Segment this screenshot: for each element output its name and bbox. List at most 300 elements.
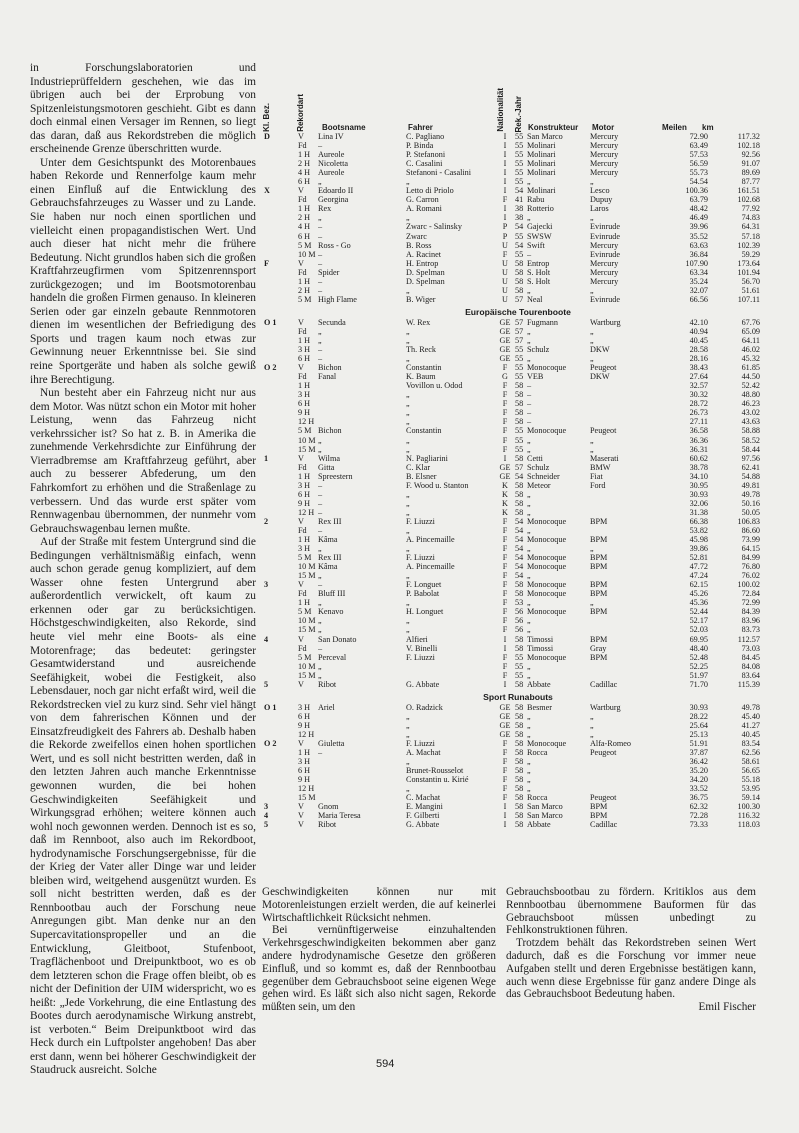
jahr-cell: 55	[515, 150, 524, 160]
konstrukteur-cell: San Marco	[527, 802, 563, 812]
table-row	[262, 250, 774, 259]
konstrukteur-cell: „	[527, 335, 531, 345]
motor-cell: Lesco	[590, 186, 610, 196]
fahrer-cell: A. Machat	[406, 748, 441, 758]
fahrer-cell: A. Romani	[406, 204, 442, 214]
motor-cell: „	[590, 720, 594, 730]
km-cell: 64.11	[741, 335, 760, 345]
konstrukteur-cell: „	[527, 507, 531, 517]
nationalitaet-cell: GE	[499, 720, 511, 730]
jahr-cell: 55	[515, 363, 524, 373]
konstrukteur-cell: Schulz	[527, 462, 550, 472]
table-row	[262, 472, 774, 481]
meilen-cell: 52.17	[689, 616, 708, 626]
meilen-cell: 37.87	[689, 748, 708, 758]
bootsname-cell: Edoardo II	[318, 186, 354, 196]
rekordart-cell: Fd	[298, 267, 307, 277]
rekordart-cell: 15 M	[298, 571, 316, 581]
bootsname-cell: „	[318, 213, 322, 223]
rekordart-cell: V	[298, 679, 304, 689]
meilen-cell: 25.13	[689, 729, 708, 739]
paragraph: Gebrauchsbootbau zu fördern. Kritiklos aus dem Rennbootbau übernommene Bauformen für das Gebrauchsboot müssen unbedingt zu Fehlkonstruktionen führen.	[506, 886, 756, 937]
table-row	[262, 295, 774, 304]
rekordart-cell: 5 M	[298, 240, 312, 250]
km-cell: 76.02	[741, 571, 760, 581]
klasse-cell: D	[264, 132, 270, 141]
konstrukteur-cell: –	[527, 417, 532, 427]
km-cell: 72.84	[741, 589, 760, 599]
konstrukteur-cell: –	[527, 408, 532, 418]
km-cell: 41.27	[741, 720, 760, 730]
nationalitaet-cell: GE	[499, 326, 511, 336]
konstrukteur-cell: Fugmann	[527, 317, 558, 327]
paragraph: in Forschungslaboratorien und Industrieprüffeldern geschehen, wie das im übrigen auch bei der Erprobung von Spitzenleistungsmotoren geschieht. Gibt es dann doch einmal einen Versager im Rennen, so liegt das daran, daß aus Rekordstreben die möglich erscheinende Grenze überschritten wurde.	[30, 62, 256, 156]
km-cell: 161.51	[737, 186, 760, 196]
motor-cell: Mercury	[590, 150, 619, 160]
jahr-cell: 58	[515, 285, 524, 295]
motor-cell: BMW	[590, 462, 611, 472]
nationalitaet-cell: F	[502, 195, 508, 205]
table-row	[262, 508, 774, 517]
section-heading: Europäische Tourenboote	[465, 306, 571, 317]
klasse-cell: 5	[264, 679, 269, 689]
jahr-cell: 58	[515, 702, 524, 712]
table-row	[262, 318, 774, 327]
bootsname-cell: Perceval	[318, 652, 347, 662]
table-row	[262, 598, 774, 607]
fahrer-cell: G. Abbate	[406, 679, 440, 689]
jahr-cell: 55	[515, 345, 524, 355]
meilen-cell: 36.31	[689, 444, 708, 454]
jahr-cell: 57	[515, 317, 524, 327]
konstrukteur-cell: „	[527, 729, 531, 739]
fahrer-cell: B. Elsner	[406, 471, 437, 481]
bootsname-cell: –	[318, 643, 323, 653]
rekordart-cell: 5 M	[298, 553, 312, 563]
meilen-cell: 26.73	[689, 408, 708, 418]
konstrukteur-cell: Cetti	[527, 453, 543, 463]
motor-cell: Laros	[590, 204, 609, 214]
km-cell: 56.65	[741, 766, 760, 776]
motor-cell: Mercury	[590, 276, 619, 286]
konstrukteur-cell: „	[527, 444, 531, 454]
header-km: km	[702, 122, 714, 132]
fahrer-cell: G. Carron	[406, 195, 439, 205]
motor-cell: „	[590, 544, 594, 554]
motor-cell: „	[590, 213, 594, 223]
jahr-cell: 54	[515, 553, 524, 563]
nationalitaet-cell: GE	[499, 345, 511, 355]
meilen-cell: 47.72	[689, 562, 708, 572]
motor-cell: DKW	[590, 345, 610, 355]
nationalitaet-cell: GE	[499, 471, 511, 481]
nationalitaet-cell: U	[502, 285, 508, 295]
km-cell: 91.07	[741, 159, 760, 169]
bootsname-cell: Rex	[318, 204, 332, 214]
motor-cell: Mercury	[590, 240, 619, 250]
rekordart-cell: 1 H	[298, 335, 311, 345]
fahrer-cell: „	[406, 417, 410, 427]
rekordart-cell: 6 H	[298, 489, 311, 499]
meilen-cell: 52.44	[689, 607, 708, 617]
table-row	[262, 286, 774, 295]
meilen-cell: 72.90	[689, 132, 708, 141]
bootsname-cell: „	[318, 661, 322, 671]
km-cell: 106.83	[737, 516, 760, 526]
km-cell: 107.11	[737, 294, 760, 304]
motor-cell: Mercury	[590, 132, 619, 141]
nationalitaet-cell: I	[503, 150, 507, 160]
bootsname-cell: Nicoletta	[318, 159, 349, 169]
motor-cell: „	[590, 326, 594, 336]
motor-cell: Evinrude	[590, 222, 621, 232]
header-fahrer: Fahrer	[408, 122, 433, 132]
nationalitaet-cell: F	[502, 739, 508, 748]
bootsname-cell: –	[318, 258, 323, 268]
bootsname-cell: Aureole	[318, 150, 345, 160]
jahr-cell: 58	[515, 480, 524, 490]
fahrer-cell: Letto di Priolo	[406, 186, 454, 196]
km-cell: 62.56	[741, 748, 760, 758]
meilen-cell: 51.91	[689, 739, 708, 748]
jahr-cell: 55	[515, 661, 524, 671]
table-row	[262, 644, 774, 653]
nationalitaet-cell: F	[502, 661, 508, 671]
bootsname-cell: „	[318, 335, 322, 345]
header-motor: Motor	[592, 122, 615, 132]
motor-cell: „	[590, 711, 594, 721]
fahrer-cell: „	[406, 435, 410, 445]
jahr-cell: 54	[515, 516, 524, 526]
jahr-cell: 57	[515, 335, 524, 345]
klasse-cell: 5	[264, 820, 269, 830]
bootsname-cell: „	[318, 177, 322, 187]
km-cell: 59.29	[741, 249, 760, 259]
motor-cell: „	[590, 444, 594, 454]
nationalitaet-cell: GE	[499, 702, 511, 712]
motor-cell: Cadillac	[590, 679, 618, 689]
meilen-cell: 39.86	[689, 544, 708, 554]
bootsname-cell: Ribot	[318, 820, 337, 830]
km-cell: 117.32	[737, 132, 760, 141]
km-cell: 51.61	[741, 285, 760, 295]
meilen-cell: 63.63	[689, 240, 708, 250]
rekordart-cell: 5 M	[298, 426, 312, 436]
jahr-cell: 58	[515, 679, 524, 689]
konstrukteur-cell: –	[527, 390, 532, 400]
motor-cell: „	[590, 285, 594, 295]
motor-cell: „	[590, 435, 594, 445]
km-cell: 73.03	[741, 643, 760, 653]
motor-cell: BPM	[590, 553, 608, 563]
jahr-cell: 55	[515, 652, 524, 662]
rekordart-cell: V	[298, 820, 304, 830]
rekordart-cell: 3 H	[298, 757, 311, 767]
table-row	[262, 141, 774, 150]
table-row	[262, 811, 774, 820]
rekordart-cell: 3 H	[298, 702, 311, 712]
nationalitaet-cell: U	[502, 294, 508, 304]
konstrukteur-cell: Timossi	[527, 634, 554, 644]
author-name: Emil Fischer	[698, 1001, 756, 1014]
km-cell: 116.32	[737, 811, 760, 821]
fahrer-cell: Constantin	[406, 426, 442, 436]
nationalitaet-cell: I	[503, 213, 507, 223]
meilen-cell: 31.38	[689, 507, 708, 517]
meilen-cell: 36.84	[689, 249, 708, 259]
fahrer-cell: A. Pincemaille	[406, 562, 455, 572]
table-header	[262, 70, 774, 132]
meilen-cell: 62.32	[689, 802, 708, 812]
header-rek-jahr: Rek.-Jahr	[514, 95, 523, 132]
fahrer-cell: Zwarc - Salinsky	[406, 222, 462, 232]
fahrer-cell: „	[406, 335, 410, 345]
table-row	[262, 168, 774, 177]
km-cell: 86.60	[741, 525, 760, 535]
meilen-cell: 53.82	[689, 525, 708, 535]
konstrukteur-cell: Rabu	[527, 195, 545, 205]
bootsname-cell: Giuletta	[318, 739, 345, 748]
bootsname-cell: –	[318, 222, 323, 232]
jahr-cell: 57	[515, 326, 524, 336]
nationalitaet-cell: K	[502, 507, 508, 517]
motor-cell: BPM	[590, 516, 608, 526]
nationalitaet-cell: GE	[499, 462, 511, 472]
nationalitaet-cell: I	[503, 186, 507, 196]
rekordart-cell: 9 H	[298, 720, 311, 730]
fahrer-cell: Vovillon u. Odod	[406, 381, 463, 391]
meilen-cell: 63.79	[689, 195, 708, 205]
rekordart-cell: 9 H	[298, 775, 311, 785]
km-cell: 73.99	[741, 535, 760, 545]
konstrukteur-cell: „	[527, 775, 531, 785]
rekordart-cell: 3 H	[298, 480, 311, 490]
jahr-cell: 58	[515, 643, 524, 653]
meilen-cell: 36.75	[689, 793, 708, 803]
meilen-cell: 60.62	[689, 453, 708, 463]
motor-cell: DKW	[590, 372, 610, 382]
nationalitaet-cell: F	[502, 607, 508, 617]
fahrer-cell: P. Binda	[406, 141, 434, 151]
fahrer-cell: „	[406, 444, 410, 454]
meilen-cell: 30.95	[689, 480, 708, 490]
meilen-cell: 25.64	[689, 720, 708, 730]
km-cell: 115.39	[737, 679, 760, 689]
bootsname-cell: –	[318, 748, 323, 758]
bootsname-cell: Rex III	[318, 553, 342, 563]
km-cell: 101.94	[737, 267, 760, 277]
jahr-cell: 58	[515, 498, 524, 508]
nationalitaet-cell: F	[502, 670, 508, 680]
table-row	[262, 766, 774, 775]
page-number: 594	[376, 1058, 395, 1070]
klasse-cell: 2	[264, 516, 269, 526]
jahr-cell: 54	[515, 562, 524, 572]
konstrukteur-cell: San Marco	[527, 132, 563, 141]
jahr-cell: 55	[515, 426, 524, 436]
table-row	[262, 195, 774, 204]
rekordart-cell: V	[298, 634, 304, 644]
bootsname-cell: –	[318, 525, 323, 535]
nationalitaet-cell: F	[502, 525, 508, 535]
fahrer-cell: Brunet-Rousselot	[406, 766, 464, 776]
km-cell: 43.02	[741, 408, 760, 418]
konstrukteur-cell: „	[527, 177, 531, 187]
nationalitaet-cell: I	[503, 141, 507, 151]
bootsname-cell: –	[318, 231, 323, 241]
meilen-cell: 55.73	[689, 168, 708, 178]
meilen-cell: 28.22	[689, 711, 708, 721]
fahrer-cell: A. Racinet	[406, 249, 442, 259]
motor-cell: Evinrude	[590, 249, 621, 259]
nationalitaet-cell: F	[502, 652, 508, 662]
meilen-cell: 28.72	[689, 399, 708, 409]
fahrer-cell: C. Pagliano	[406, 132, 445, 141]
konstrukteur-cell: S. Holt	[527, 267, 551, 277]
nationalitaet-cell: I	[503, 679, 507, 689]
klasse-cell: O 2	[264, 739, 277, 748]
nationalitaet-cell: F	[502, 381, 508, 391]
meilen-cell: 63.34	[689, 267, 708, 277]
konstrukteur-cell: –	[527, 381, 532, 391]
konstrukteur-cell: S. Holt	[527, 276, 551, 286]
konstrukteur-cell: Monocoque	[527, 652, 567, 662]
fahrer-cell: B. Ross	[406, 240, 432, 250]
rekordart-cell: 12 H	[298, 784, 315, 794]
table-row	[262, 327, 774, 336]
fahrer-cell: Alfieri	[406, 634, 428, 644]
fahrer-cell: K. Baum	[406, 372, 436, 382]
jahr-cell: 58	[515, 381, 524, 391]
fahrer-cell: „	[406, 390, 410, 400]
bootsname-cell: Lina IV	[318, 132, 344, 141]
meilen-cell: 30.93	[689, 702, 708, 712]
motor-cell: BPM	[590, 634, 608, 644]
jahr-cell: 55	[515, 372, 524, 382]
fahrer-cell: O. Radzick	[406, 702, 443, 712]
table-row	[262, 607, 774, 616]
jahr-cell: 58	[515, 589, 524, 599]
konstrukteur-cell: „	[527, 354, 531, 364]
jahr-cell: 54	[515, 222, 524, 232]
meilen-cell: 63.49	[689, 141, 708, 151]
meilen-cell: 56.59	[689, 159, 708, 169]
bootsname-cell: –	[318, 276, 323, 286]
km-cell: 74.83	[741, 213, 760, 223]
rekordart-cell: V	[298, 580, 304, 590]
nationalitaet-cell: F	[502, 363, 508, 373]
rekordart-cell: 1 H	[298, 381, 311, 391]
article-left-column	[30, 62, 256, 1078]
konstrukteur-cell: „	[527, 213, 531, 223]
klasse-cell: F	[264, 258, 270, 268]
rekordart-cell: 6 H	[298, 231, 311, 241]
klasse-cell: X	[264, 186, 270, 196]
konstrukteur-cell: Molinari	[527, 168, 556, 178]
bootsname-cell: Bluff III	[318, 589, 346, 599]
jahr-cell: 58	[515, 408, 524, 418]
bootsname-cell: „	[318, 670, 322, 680]
rekordart-cell: V	[298, 802, 304, 812]
fahrer-cell: G. Abbate	[406, 820, 440, 830]
konstrukteur-cell: „	[527, 670, 531, 680]
motor-cell: Mercury	[590, 267, 619, 277]
konstrukteur-cell: Rocca	[527, 748, 548, 758]
motor-cell: „	[590, 335, 594, 345]
meilen-cell: 62.15	[689, 580, 708, 590]
konstrukteur-cell: San Marco	[527, 811, 563, 821]
fahrer-cell: „	[406, 408, 410, 418]
jahr-cell: 58	[515, 820, 524, 830]
konstrukteur-cell: „	[527, 285, 531, 295]
section-heading: Sport Runabouts	[483, 691, 553, 702]
motor-cell: „	[590, 729, 594, 739]
meilen-cell: 48.40	[689, 643, 708, 653]
nationalitaet-cell: F	[502, 571, 508, 581]
jahr-cell: 58	[515, 729, 524, 739]
nationalitaet-cell: F	[502, 580, 508, 590]
fahrer-cell: „	[406, 525, 410, 535]
bootsname-cell: „	[318, 598, 322, 608]
km-cell: 57.18	[741, 231, 760, 241]
rekordart-cell: 15 M	[298, 444, 316, 454]
fahrer-cell: Th. Reck	[406, 345, 437, 355]
km-cell: 102.18	[737, 141, 760, 151]
rekordart-cell: V	[298, 363, 304, 373]
km-cell: 100.02	[737, 580, 760, 590]
jahr-cell: 55	[515, 354, 524, 364]
nationalitaet-cell: I	[503, 177, 507, 187]
km-cell: 50.05	[741, 507, 760, 517]
fahrer-cell: W. Rex	[406, 317, 431, 327]
table-row	[262, 544, 774, 553]
header-bootsname: Bootsname	[322, 122, 366, 132]
motor-cell: „	[590, 177, 594, 187]
table-row	[262, 535, 774, 544]
meilen-cell: 52.81	[689, 553, 708, 563]
bootsname-cell: Gnom	[318, 802, 339, 812]
meilen-cell: 32.57	[689, 381, 708, 391]
rekordart-cell: V	[298, 453, 304, 463]
nationalitaet-cell: I	[503, 168, 507, 178]
header-konstrukteur: Konstrukteur	[528, 122, 579, 132]
konstrukteur-cell: „	[527, 498, 531, 508]
meilen-cell: 52.03	[689, 625, 708, 635]
table-row	[262, 526, 774, 535]
km-cell: 43.63	[741, 417, 760, 427]
meilen-cell: 45.26	[689, 589, 708, 599]
nationalitaet-cell: F	[502, 598, 508, 608]
table-row	[262, 159, 774, 168]
bootsname-cell: Kenavo	[318, 607, 344, 617]
konstrukteur-cell: Neal	[527, 294, 543, 304]
rekordart-cell: V	[298, 258, 304, 268]
konstrukteur-cell: „	[527, 766, 531, 776]
table-row	[262, 336, 774, 345]
km-cell: 61.85	[741, 363, 760, 373]
nationalitaet-cell: F	[502, 249, 508, 259]
jahr-cell: 58	[515, 775, 524, 785]
table-row	[262, 268, 774, 277]
konstrukteur-cell: „	[527, 525, 531, 535]
konstrukteur-cell: Monocoque	[527, 535, 567, 545]
bootsname-cell: Georgina	[318, 195, 349, 205]
bootsname-cell: –	[318, 345, 323, 355]
rekordart-cell: 12 H	[298, 507, 315, 517]
table-row	[262, 721, 774, 730]
bootsname-cell: „	[318, 444, 322, 454]
rekordart-cell: 2 H	[298, 213, 311, 223]
